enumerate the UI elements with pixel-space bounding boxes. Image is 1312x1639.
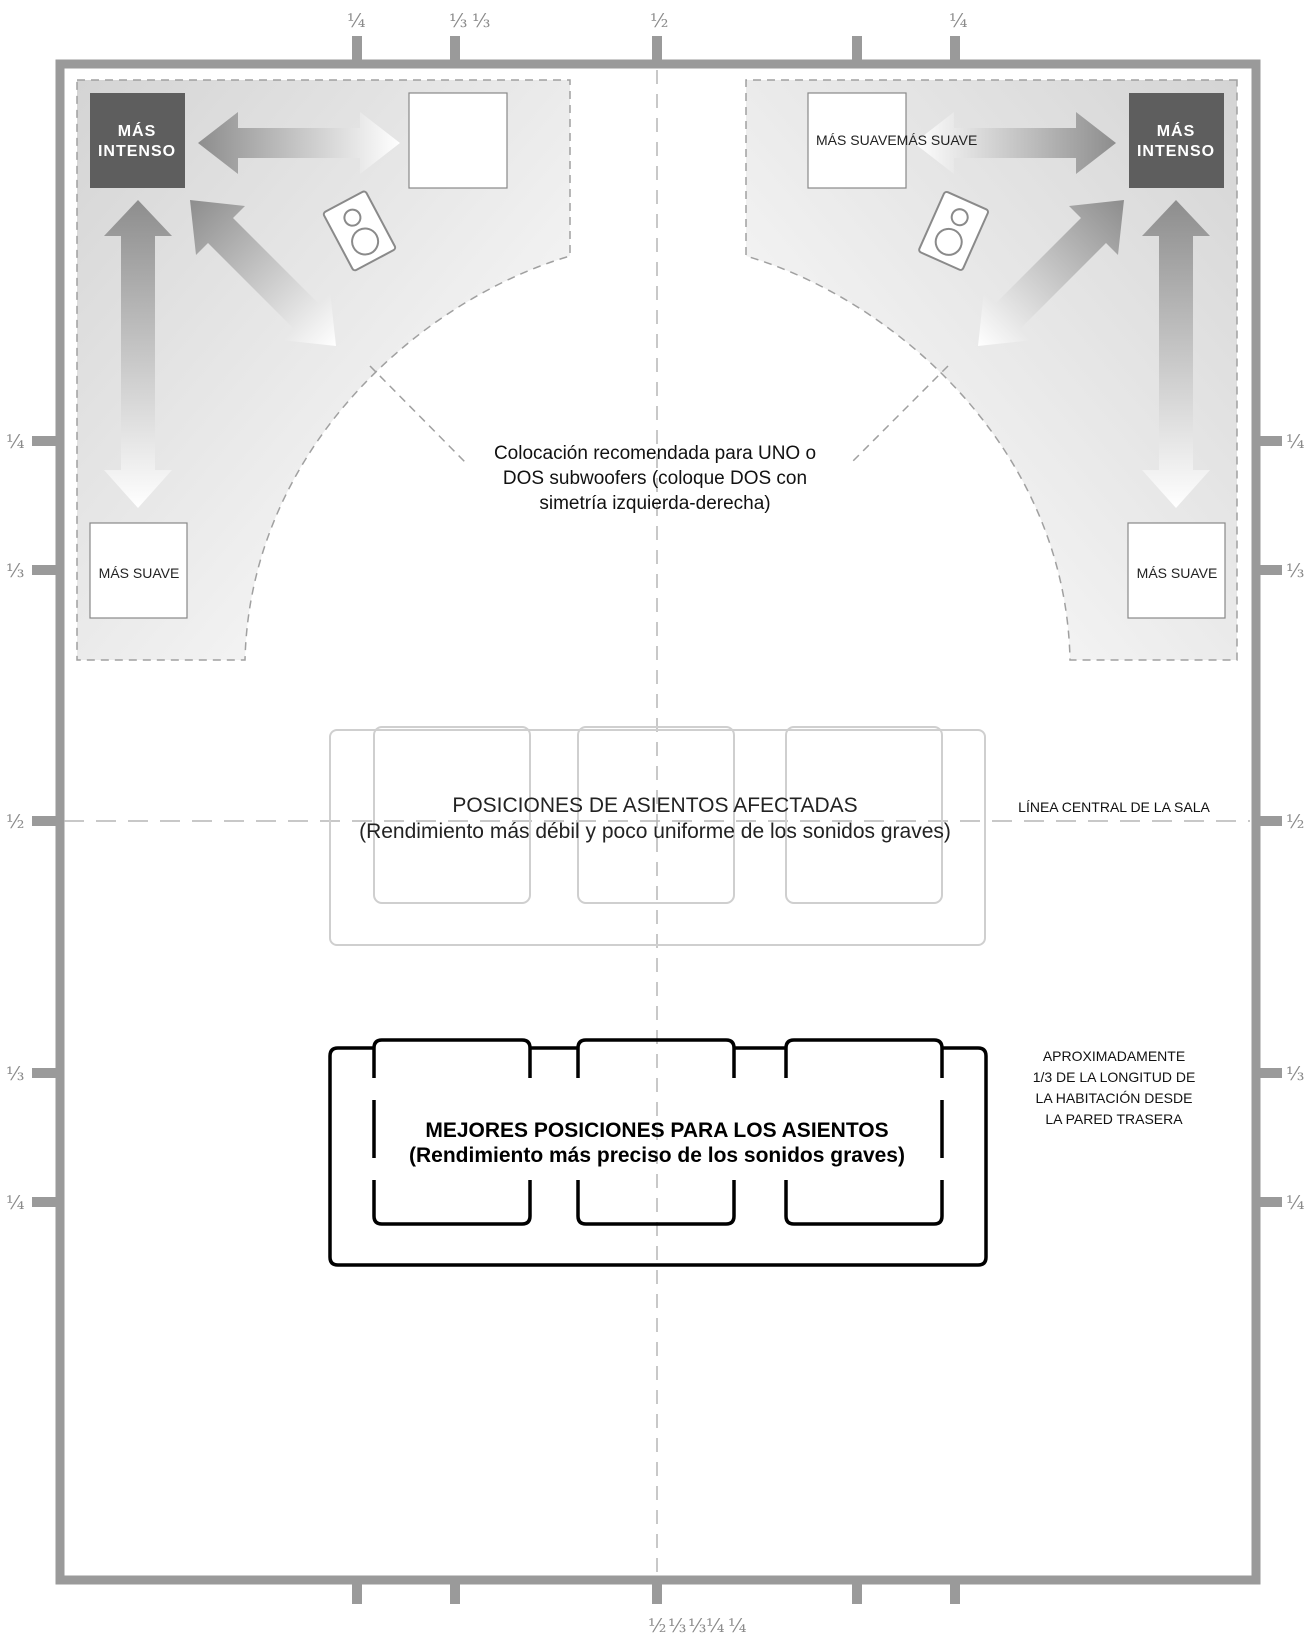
approx-note-line: LA PARED TRASERA (1045, 1111, 1183, 1127)
recommendation-line: Colocación recomendada para UNO o (493, 443, 817, 464)
soft-label-right-bottom: MÁS SUAVE (1136, 565, 1218, 581)
tick-label-top: ¼ (949, 10, 968, 32)
soft-box-left-top (409, 93, 507, 188)
tick-label-left: ⅓ (6, 1063, 25, 1085)
loud-label-left-2: INTENSO (97, 143, 177, 160)
tick-label-left: ½ (6, 811, 25, 833)
approx-note-line: 1/3 DE LA LONGITUD DE (1032, 1069, 1196, 1085)
soft-label-left-bottom: MÁS SUAVE (98, 565, 180, 581)
tick-labels-top (347, 10, 967, 32)
leader-line-left (370, 366, 465, 462)
approx-note-line: LA HABITACIÓN DESDE (1035, 1090, 1193, 1106)
approx-note (1033, 1048, 1196, 1127)
tick-label-top: ⅓ (472, 10, 491, 32)
affected-title: POSICIONES DE ASIENTOS AFECTADAS (452, 794, 858, 817)
tick-labels-right (1286, 431, 1304, 1214)
soft-label-right-top: MÁS SUAVEMÁS SUAVE (816, 132, 978, 148)
centerline-label: LÍNEA CENTRAL DE LA SALA (1018, 799, 1210, 815)
affected-subtitle: (Rendimiento más débil y poco uniforme de los sonidos graves) (359, 820, 951, 843)
loud-box-left (90, 93, 185, 188)
tick-label-right: ⅓ (1286, 560, 1305, 582)
loud-label-right-2: INTENSO (1136, 143, 1216, 160)
best-title: MEJORES POSICIONES PARA LOS ASIENTOS (425, 1119, 889, 1142)
tick-labels-bottom (648, 1615, 746, 1637)
loud-box-right (1129, 93, 1224, 188)
tick-label-bottom: ⅓ (688, 1615, 707, 1637)
tick-label-left: ¼ (6, 431, 25, 453)
leader-line-right (852, 366, 948, 462)
tick-label-left: ⅓ (6, 560, 25, 582)
recommendation-line: DOS subwoofers (coloque DOS con (502, 468, 808, 489)
tick-label-top: ⅓ (449, 10, 468, 32)
approx-note-line: APROXIMADAMENTE (1042, 1048, 1186, 1064)
tick-label-bottom: ½ (648, 1615, 667, 1637)
tick-label-right: ¼ (1286, 1192, 1305, 1214)
tick-label-bottom: ¼ (728, 1615, 747, 1637)
tick-label-left: ¼ (6, 1192, 25, 1214)
tick-labels-left (6, 431, 24, 1214)
tick-label-bottom: ¼ (706, 1615, 725, 1637)
tick-label-bottom: ⅓ (668, 1615, 687, 1637)
loud-label-left-1: MÁS (117, 123, 157, 140)
best-subtitle: (Rendimiento más preciso de los sonidos graves) (409, 1144, 905, 1167)
tick-label-right: ¼ (1286, 431, 1305, 453)
loud-label-right-1: MÁS (1156, 123, 1196, 140)
tick-label-top: ½ (650, 10, 669, 32)
tick-label-right: ⅓ (1286, 1063, 1305, 1085)
recommendation-line: simetría izquierda-derecha) (539, 493, 771, 514)
tick-label-top: ¼ (347, 10, 366, 32)
tick-label-right: ½ (1286, 811, 1305, 833)
